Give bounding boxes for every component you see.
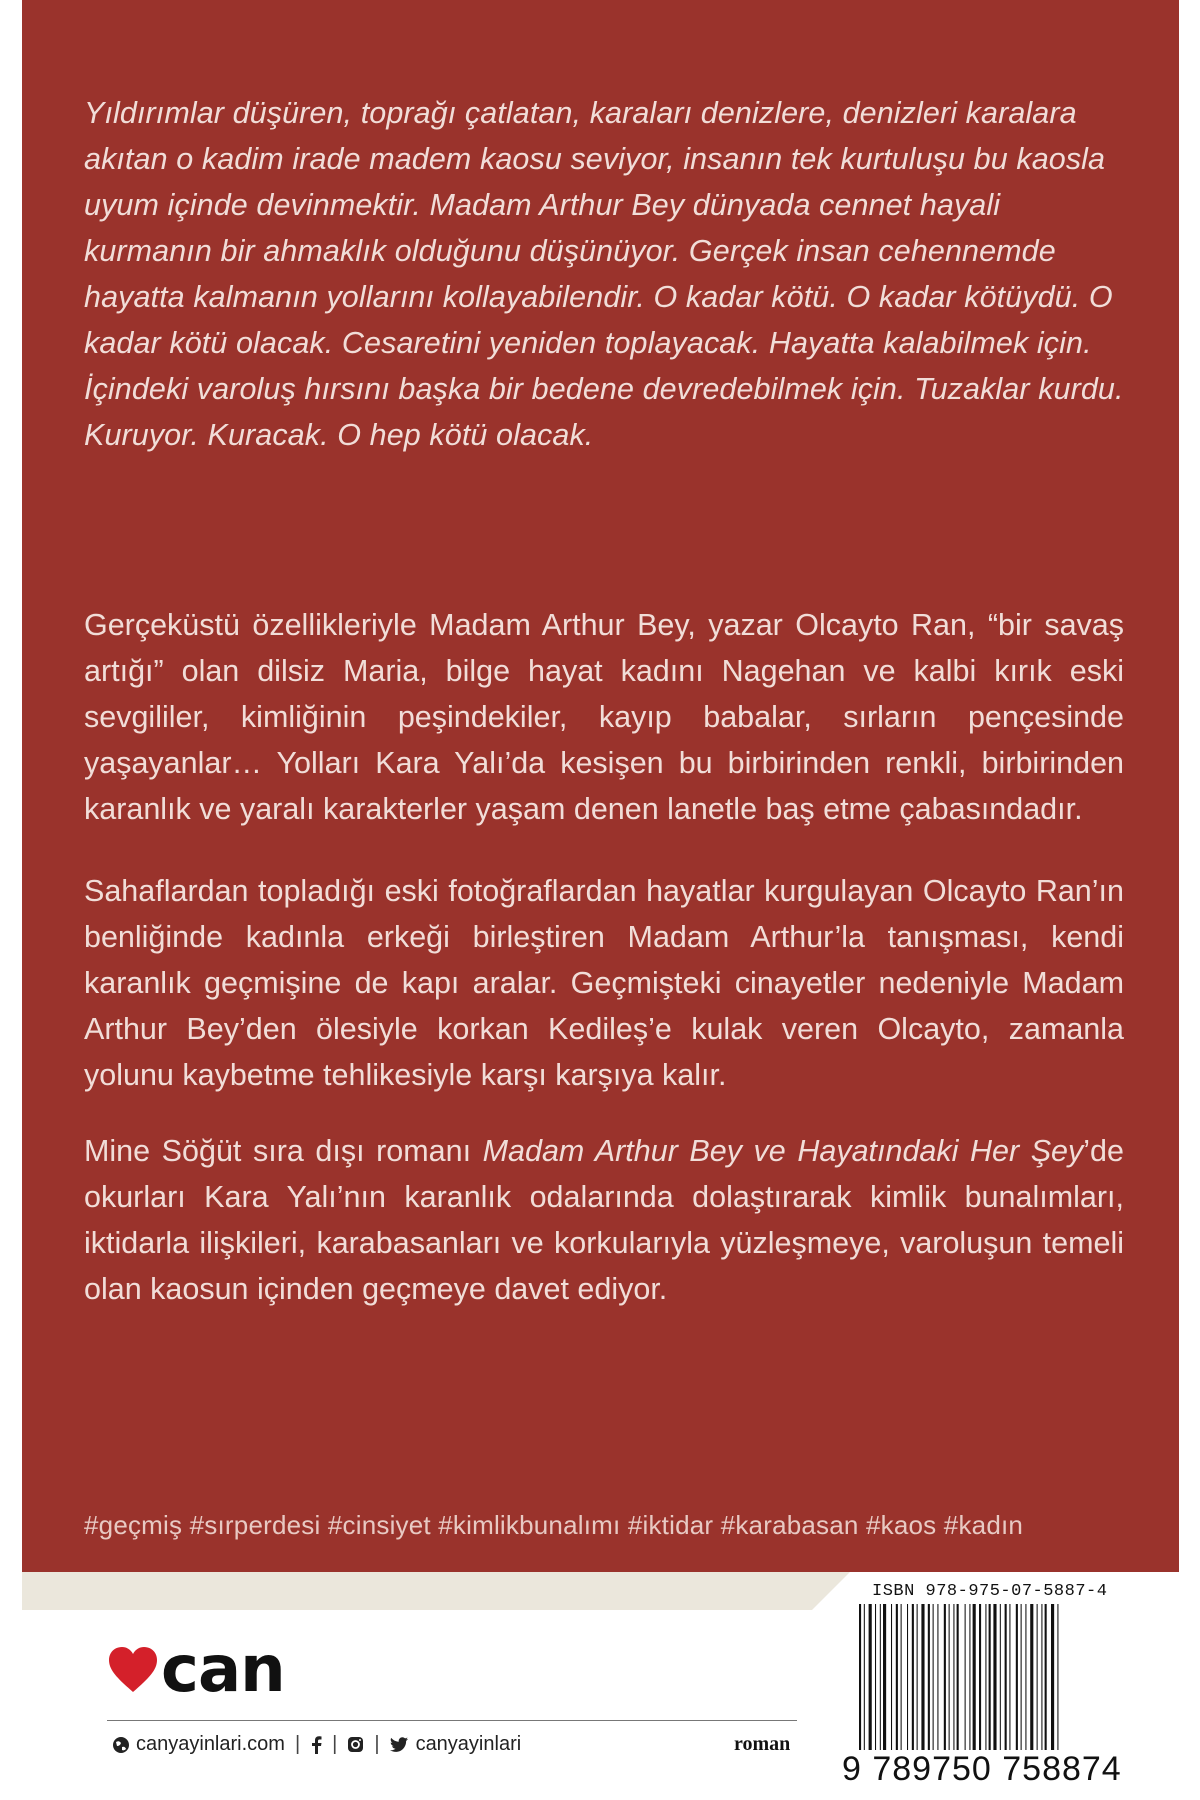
barcode-bar <box>957 1604 959 1764</box>
genre-label: roman <box>734 1733 791 1755</box>
barcode-bar <box>1030 1604 1033 1764</box>
barcode-bar <box>937 1604 938 1764</box>
publisher-links: canyayinlari.com | | | canyayinlari <box>112 1733 521 1756</box>
barcode-bar <box>896 1604 898 1764</box>
red-panel <box>22 0 1179 1572</box>
barcode-bar <box>1016 1604 1018 1764</box>
barcode-bar <box>880 1604 881 1764</box>
barcode-bar <box>912 1604 914 1764</box>
footer-divider <box>107 1720 797 1721</box>
barcode-bar <box>944 1604 946 1764</box>
isbn-label: ISBN 978-975-07-5887-4 <box>872 1582 1108 1601</box>
barcode-bar <box>1009 1604 1010 1764</box>
barcode-bar <box>973 1604 976 1764</box>
description-paragraph-2: Sahaflardan topladığı eski fotoğraflardan hayatlar kurgulayan Olcayto Ran’ın benliğinde kadınla erkeği birleştiren Madam Arthur’la tanışması, kendi karanlık geçmişine de kapı aralar. Geçmişteki cinayetler nedeniyle Madam Arthur Bey’den ölesiyle korkan Kedileş’e kulak veren Olcayto, zamanla yolunu kaybetme tehlikesiyle karşı karşıya kalır. <box>84 874 1124 1092</box>
barcode-bar <box>993 1604 996 1764</box>
barcode-digits: 9 789750 758874 <box>842 1750 1122 1788</box>
barcode-bar <box>869 1604 872 1764</box>
barcode-bar <box>1041 1604 1042 1764</box>
barcode-bar <box>1045 1604 1047 1764</box>
barcode <box>859 1604 1109 1764</box>
barcode-bar <box>891 1604 892 1764</box>
barcode-bar <box>921 1604 924 1764</box>
barcode-bar <box>953 1604 954 1764</box>
barcode-bar <box>933 1604 934 1764</box>
barcode-bar <box>875 1604 876 1764</box>
barcode-bar <box>1051 1604 1054 1764</box>
barcode-bar <box>859 1604 861 1764</box>
barcode-bar <box>883 1604 886 1764</box>
barcode-bar <box>901 1604 902 1764</box>
description-paragraph-3: Mine Söğüt sıra dışı romanı Madam Arthur Bey ve Hayatındaki Her Şey’de okurları Kara Yalı’nın karanlık odalarında dolaştırarak kimlik bunalımları, iktidarla ilişkileri, karabasanları ve korkularıyla yüzleşmeye, varoluşun temeli olan kaosun içinden geçmeye davet ediyor. <box>84 1134 1124 1306</box>
instagram-icon[interactable] <box>347 1736 364 1753</box>
barcode-bar <box>985 1604 986 1764</box>
social-handle[interactable]: canyayinlari <box>415 1733 522 1755</box>
book-back-cover <box>22 0 1179 1800</box>
book-title: Madam Arthur Bey ve Hayatındaki Her Şey <box>482 1134 1084 1168</box>
heart-icon <box>107 1646 159 1694</box>
barcode-bar <box>949 1604 950 1764</box>
barcode-bar <box>1021 1604 1022 1764</box>
barcode-bar <box>1025 1604 1026 1764</box>
hashtag-list: #geçmiş #sırperdesi #cinsiyet #kimlikbunalımı #iktidar #karabasan #kaos #kadın <box>84 1510 1024 1540</box>
facebook-icon[interactable] <box>310 1736 322 1754</box>
barcode-bar <box>1057 1604 1058 1764</box>
publisher-logo-text: can <box>161 1633 285 1707</box>
globe-icon <box>112 1736 130 1754</box>
barcode-bar <box>1037 1604 1038 1764</box>
barcode-bar <box>989 1604 991 1764</box>
barcode-bar <box>1005 1604 1007 1764</box>
twitter-icon[interactable] <box>390 1737 408 1752</box>
barcode-bar <box>969 1604 970 1764</box>
barcode-bar <box>979 1604 981 1764</box>
barcode-bar <box>917 1604 918 1764</box>
barcode-bar <box>1000 1604 1001 1764</box>
barcode-bar <box>907 1604 908 1764</box>
barcode-bar <box>928 1604 930 1764</box>
publisher-logo <box>107 1633 285 1707</box>
barcode-bar <box>864 1604 865 1764</box>
barcode-bar <box>965 1604 966 1764</box>
intro-blurb: Yıldırımlar düşüren, toprağı çatlatan, karaları denizlere, denizleri karalara akıtan o kadim irade madem kaosu seviyor, insanın tek kurtuluşu bu kaosla uyum içinde devinmektir. Madam Arthur Bey dünyada cennet hayali kurmanın bir ahmaklık olduğunu düşünüyor. Gerçek insan cehennemde hayatta kalmanın yollarını kollayabilendir. O kadar kötü. O kadar kötüydü. O kadar kötü olacak. Cesaretini yeniden toplayacak. Hayatta kalabilmek için. İçindeki varoluş hırsını başka bir bedene devredebilmek için. Tuzaklar kurdu. Kuruyor. Kuracak. O hep kötü olacak. <box>84 96 1124 452</box>
description-paragraph-1: Gerçeküstü özellikleriyle Madam Arthur Bey, yazar Olcayto Ran, “bir savaş artığı” olan dilsiz Maria, bilge hayat kadını Nagehan ve kalbi kırık eski sevgililer, kimliğinin peşindekiler, kayıp babalar, sırların pençesinde yaşayanlar… Yolları Kara Yalı’da kesişen bu birbirinden renkli, birbirinden karanlık ve yaralı karakterler yaşam denen lanetle baş etme çabasındadır. <box>84 608 1124 826</box>
website-link[interactable]: canyayinlari.com <box>136 1733 285 1755</box>
